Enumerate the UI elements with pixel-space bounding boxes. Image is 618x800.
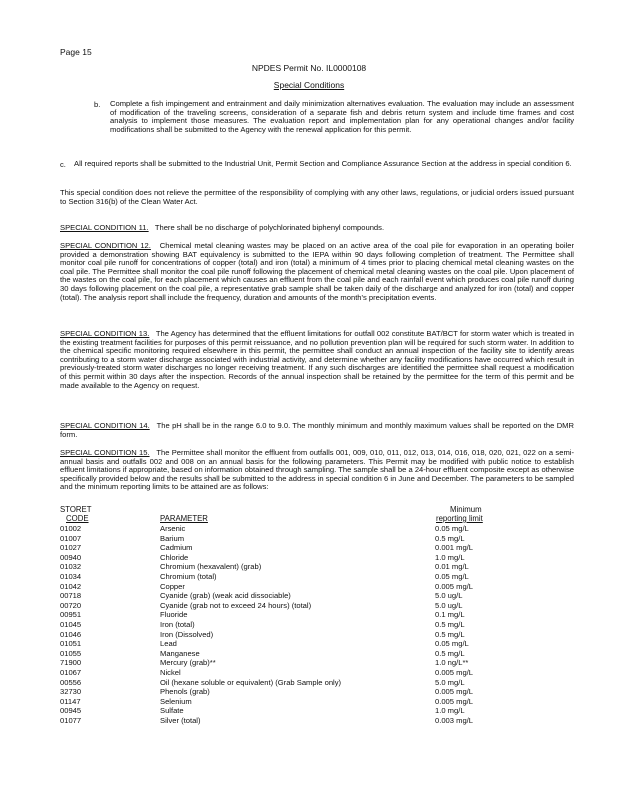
minimum-header-line2: reporting limit: [436, 514, 483, 523]
storet-code: 01034: [60, 571, 82, 581]
parameter-name: Oil (hexane soluble or equivalent) (Grab Sample only): [160, 677, 342, 687]
reporting-limit: 0.05 mg/L: [435, 571, 469, 581]
parameter-name: Chromium (total): [160, 571, 217, 581]
reporting-limit: 5.0 ug/L: [435, 591, 463, 601]
item-c-marker: c.: [60, 160, 66, 169]
parameter-name: Lead: [160, 639, 177, 649]
table-row: [60, 716, 555, 726]
condition-text: The Agency has determined that the effluent limitations for outfall 002 constitute BAT/BCT for storm water which is treated in the existing treatment facilities for purposes of this permit reissuance, and no pollution prevention plan will be required for such storm water. In addition to the chemical specific monitoring required elsewhere in this permit, the permittee shall conduct an annual inspection of the facility site to identify areas contributing to a storm water discharge associated with industrial activity, and determine whether any facility modifications have occurred which result in previously-treated storm water discharges no longer receiving treatment. If any such discharges are identified the permittee shall request a modification of this permit within 30 days after the inspection. Records of the annual inspection shall be retained by the permittee for the term of this permit and be made available to the Agency on request.: [60, 329, 574, 390]
table-row: [60, 591, 555, 601]
condition-heading: SPECIAL CONDITION 15.: [60, 448, 150, 457]
table-row: [60, 697, 555, 707]
parameter-name: Arsenic: [160, 524, 186, 533]
item-b-marker: b.: [94, 100, 101, 109]
condition-text: Chemical metal cleaning wastes may be placed on an active area of the coal pile for evaporation in an operating boiler provided a demonstration showing BAT equivalency is submitted to the IEPA within 90 days following completion of treatment. The Permittee shall monitor coal pile runoff for concentrations of copper (total) and iron (total) a minimum of 4 times prior to placing chemical metal cleaning wastes on the coal pile. The Permittee shall monitor the coal pile runoff following the placement of chemical metal cleaning wastes on the coal pile. Upon placement of the wastes on the coal pile, for each placement which causes an effluent from the coal pile and each rainfall event which produces coal pile runoff during 30 days following placement on the coal pile, a representative grab sample shall be taken daily of the discharge and analyzed for iron (total) and copper (total). The analysis report shall include the frequency, duration and amounts of the month's precipitation events.: [60, 241, 574, 302]
parameter-name: Iron (total): [160, 619, 195, 629]
parameter-name: Selenium: [160, 696, 192, 706]
storet-code: 01032: [60, 562, 82, 572]
reporting-limit: 0.05 mg/L: [435, 524, 469, 533]
special-condition-12: [60, 242, 574, 302]
storet-code: 01045: [60, 619, 82, 629]
special-condition-15: [60, 449, 574, 492]
storet-header-line2: CODE: [66, 514, 89, 523]
page-number: Page 15: [60, 47, 92, 57]
general-statement: This special condition does not relieve the permittee of the responsibility of complying with any other laws, regulations, or judicial orders issued pursuant to Section 316(b) of the Clean Water Act.: [60, 188, 574, 206]
item-b-text: Complete a fish impingement and entrainment and daily minimization alternatives evaluation. The evaluation may include an assessment of modification of the traveling screens, consideration of a separate fish and debris return system and include time frames and cost analysis to implement those measures. The evaluation report and implementation plan for any operational changes and/or facility modifications shall be submitted to the Agency with the renewal application for this permit.: [110, 99, 574, 134]
storet-code: 00718: [60, 591, 82, 601]
table-row: [60, 572, 555, 582]
parameter-name: Chromium (hexavalent) (grab): [160, 562, 262, 572]
reporting-limit: 0.1 mg/L: [435, 610, 465, 620]
condition-text: There shall be no discharge of polychlorinated biphenyl compounds.: [154, 223, 385, 232]
parameter-name: Nickel: [160, 667, 181, 677]
storet-code: 00720: [60, 600, 82, 610]
storet-code: 01046: [60, 629, 82, 639]
condition-heading: SPECIAL CONDITION 13.: [60, 329, 150, 338]
storet-code: 01002: [60, 524, 82, 533]
storet-code: 01027: [60, 543, 82, 553]
storet-header-line1: STORET: [60, 505, 92, 514]
parameter-name: Iron (Dissolved): [160, 629, 214, 639]
condition-heading: SPECIAL CONDITION 12.: [60, 241, 151, 250]
condition-heading: SPECIAL CONDITION 11.: [60, 223, 149, 232]
reporting-limit: 0.5 mg/L: [435, 533, 465, 543]
parameter-name: Phenols (grab): [160, 687, 210, 697]
reporting-limit: 1.0 mg/L: [435, 706, 465, 716]
storet-code: 01055: [60, 648, 82, 658]
storet-code: 00556: [60, 677, 82, 687]
special-condition-13: [60, 330, 574, 390]
section-title: Special Conditions: [273, 80, 345, 90]
reporting-limit: 1.0 mg/L: [435, 552, 465, 562]
table-row: [60, 649, 555, 659]
parameter-name: Silver (total): [160, 715, 201, 725]
reporting-limit: 0.5 mg/L: [435, 619, 465, 629]
table-row: [60, 610, 555, 620]
parameter-name: Copper: [160, 581, 185, 591]
parameters-table: [60, 524, 555, 725]
table-row: [60, 706, 555, 716]
reporting-limit: 5.0 ug/L: [435, 600, 463, 610]
parameter-name: Sulfate: [160, 706, 184, 716]
reporting-limit: 0.005 mg/L: [435, 687, 473, 697]
parameter-name: Barium: [160, 533, 185, 543]
table-row: [60, 543, 555, 553]
reporting-limit: 1.0 ng/L**: [435, 658, 469, 668]
storet-code: 01042: [60, 581, 82, 591]
permit-number: NPDES Permit No. IL0000108: [251, 63, 367, 73]
table-row: [60, 553, 555, 563]
parameter-name: Fluoride: [160, 610, 188, 620]
table-row: [60, 620, 555, 630]
reporting-limit: 0.01 mg/L: [435, 562, 469, 572]
storet-code: 01051: [60, 639, 82, 649]
parameter-name: Mercury (grab)**: [160, 658, 216, 668]
table-row: [60, 562, 555, 572]
table-row: [60, 687, 555, 697]
reporting-limit: 0.5 mg/L: [435, 629, 465, 639]
table-row: [60, 678, 555, 688]
storet-code: 01077: [60, 715, 82, 725]
parameter-name: Chloride: [160, 552, 189, 562]
special-condition-14: [60, 422, 574, 439]
reporting-limit: 0.05 mg/L: [435, 639, 469, 649]
reporting-limit: 0.005 mg/L: [435, 581, 473, 591]
table-row: [60, 630, 555, 640]
reporting-limit: 0.005 mg/L: [435, 696, 473, 706]
reporting-limit: 5.0 mg/L: [435, 677, 465, 687]
condition-heading: SPECIAL CONDITION 14.: [60, 421, 150, 430]
table-row: [60, 601, 555, 611]
special-condition-11: [60, 224, 574, 233]
table-row: [60, 658, 555, 668]
condition-text: The pH shall be in the range 6.0 to 9.0. The monthly minimum and monthly maximum values shall be reported on the DMR form.: [60, 421, 574, 439]
parameter-name: Cyanide (grab) (weak acid dissociable): [160, 591, 291, 601]
storet-code: 71900: [60, 658, 82, 668]
storet-code: 00940: [60, 552, 82, 562]
minimum-header-line1: Minimum: [450, 505, 482, 514]
table-row: [60, 534, 555, 544]
parameter-name: Manganese: [160, 648, 200, 658]
condition-text: The Permittee shall monitor the effluent from outfalls 001, 009, 010, 011, 012, 013, 014, 016, 018, 020, 021, 022 on a semi-annual basis and outfalls 002 and 008 on an annual basis for the following parameters. This Permit may be modified with public notice to establish effluent limitations if appropriate, based on information obtained through sampling. The sample shall be a 24-hour effluent composite except as otherwise specifically provided below and the results shall be submitted to the address in special condition 6 in June and December. The parameters to be sampled and the minimum reporting limits to be attained are as follows:: [60, 448, 574, 492]
storet-code: 01007: [60, 533, 82, 543]
table-row: [60, 668, 555, 678]
table-row: [60, 524, 555, 534]
reporting-limit: 0.005 mg/L: [435, 667, 473, 677]
storet-code: 00951: [60, 610, 82, 620]
parameter-name: Cadmium: [160, 543, 193, 553]
reporting-limit: 0.003 mg/L: [435, 715, 473, 725]
reporting-limit: 0.5 mg/L: [435, 648, 465, 658]
table-row: [60, 582, 555, 592]
storet-code: 00945: [60, 706, 82, 716]
storet-code: 32730: [60, 687, 82, 697]
reporting-limit: 0.001 mg/L: [435, 543, 473, 553]
storet-code: 01067: [60, 667, 82, 677]
parameter-name: Cyanide (grab not to exceed 24 hours) (total): [160, 600, 312, 610]
storet-code: 01147: [60, 696, 81, 706]
table-row: [60, 639, 555, 649]
parameter-header: PARAMETER: [160, 514, 208, 523]
item-c-text: All required reports shall be submitted to the Industrial Unit, Permit Section and Compliance Assurance Section at the address in special condition 6.: [74, 159, 572, 168]
